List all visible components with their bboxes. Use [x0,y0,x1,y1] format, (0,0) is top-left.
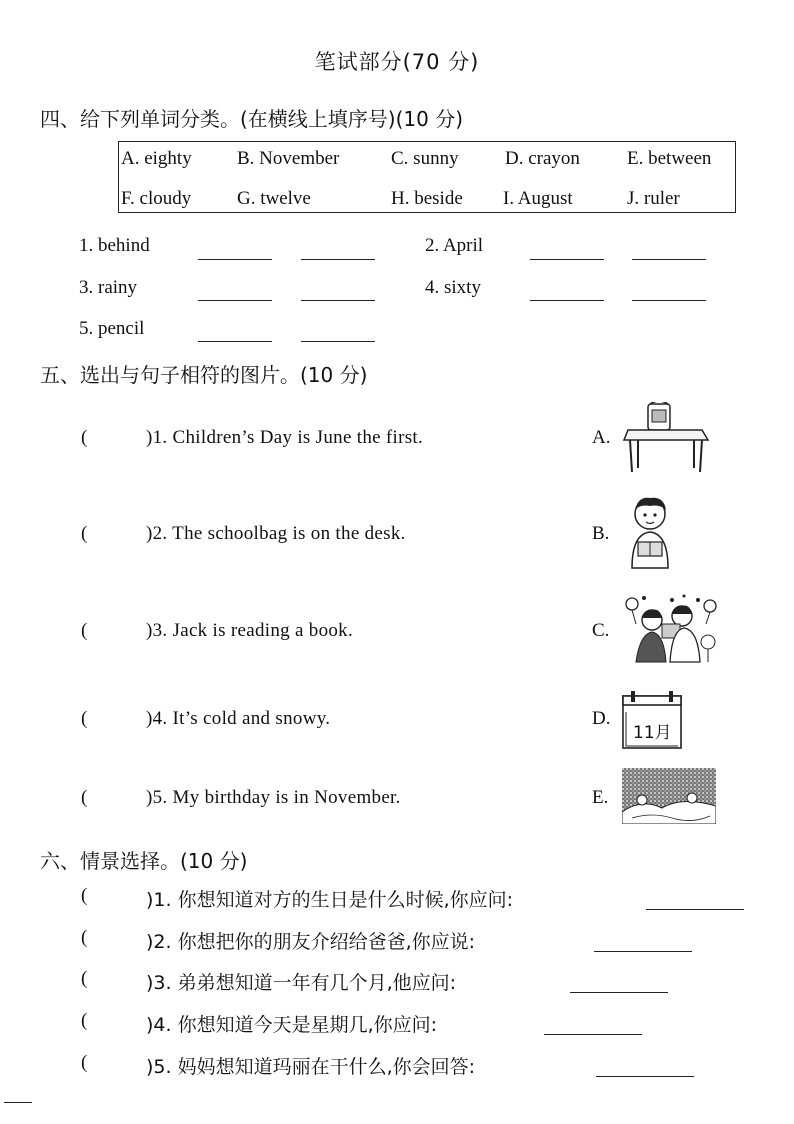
answer-blank[interactable] [198,341,272,342]
sentence: )3. Jack is reading a book. [146,620,354,641]
boy-reading-picture [624,494,676,570]
situation-question: )1. 你想知道对方的生日是什么时候,你应问: [146,889,514,911]
situation-question: )5. 妈妈想知道玛丽在干什么,你会回答: [146,1056,476,1078]
answer-paren[interactable]: ( [81,968,88,989]
word-option: H. beside [391,188,463,209]
answer-blank[interactable] [632,300,706,301]
word-option: F. cloudy [121,188,192,209]
classify-item: 5. pencil [79,318,145,339]
answer-blank[interactable] [570,992,668,993]
classify-item: 4. sixty [425,277,481,298]
classify-item: 3. rainy [79,277,138,298]
word-bank-box [118,141,736,213]
answer-paren[interactable]: ( [81,1010,88,1031]
sentence: )5. My birthday is in November. [146,787,401,808]
sentence: )4. It’s cold and snowy. [146,708,331,729]
page-corner-mark [4,1102,32,1103]
answer-paren[interactable]: ( [81,1052,88,1073]
word-option: J. ruler [627,188,680,209]
answer-blank[interactable] [301,259,375,260]
answer-paren[interactable]: ( [81,708,88,729]
snowy-scene-picture [622,768,716,824]
word-option: A. eighty [121,148,192,169]
word-option: C. sunny [391,148,459,169]
answer-paren[interactable]: ( [81,523,88,544]
answer-paren[interactable]: ( [81,927,88,948]
answer-blank[interactable] [632,259,706,260]
option-label: E. [592,787,609,808]
section6-heading: 六、情景选择。(10 分) [40,849,248,873]
sentence: )1. Children’s Day is June the first. [146,427,424,448]
situation-question: )3. 弟弟想知道一年有几个月,他应问: [146,972,457,994]
answer-blank[interactable] [530,259,604,260]
answer-paren[interactable]: ( [81,620,88,641]
option-label: A. [592,427,611,448]
answer-blank[interactable] [198,300,272,301]
option-label: D. [592,708,611,729]
situation-question: )2. 你想把你的朋友介绍给爸爸,你应说: [146,931,476,953]
answer-blank[interactable] [301,341,375,342]
word-option: G. twelve [237,188,311,209]
page-title: 笔试部分(70 分) [314,50,480,74]
sentence: )2. The schoolbag is on the desk. [146,523,406,544]
childrens-day-picture [622,594,720,664]
answer-blank[interactable] [198,259,272,260]
option-label: C. [592,620,610,641]
word-option: D. crayon [505,148,580,169]
answer-blank[interactable] [596,1076,694,1077]
word-option: E. between [627,148,712,169]
answer-blank[interactable] [544,1034,642,1035]
answer-blank[interactable] [646,909,744,910]
word-option: I. August [503,188,573,209]
calendar-month-text: 11月 [633,723,672,743]
answer-blank[interactable] [301,300,375,301]
section5-heading: 五、选出与句子相符的图片。(10 分) [40,363,368,387]
desk-schoolbag-picture [622,402,710,474]
calendar-picture [622,690,682,750]
section4-heading: 四、给下列单词分类。(在横线上填序号)(10 分) [40,107,464,131]
answer-blank[interactable] [530,300,604,301]
answer-paren[interactable]: ( [81,427,88,448]
option-label: B. [592,523,610,544]
classify-item: 2. April [425,235,484,256]
answer-blank[interactable] [594,951,692,952]
answer-paren[interactable]: ( [81,885,88,906]
answer-paren[interactable]: ( [81,787,88,808]
classify-item: 1. behind [79,235,150,256]
word-option: B. November [237,148,340,169]
situation-question: )4. 你想知道今天是星期几,你应问: [146,1014,438,1036]
